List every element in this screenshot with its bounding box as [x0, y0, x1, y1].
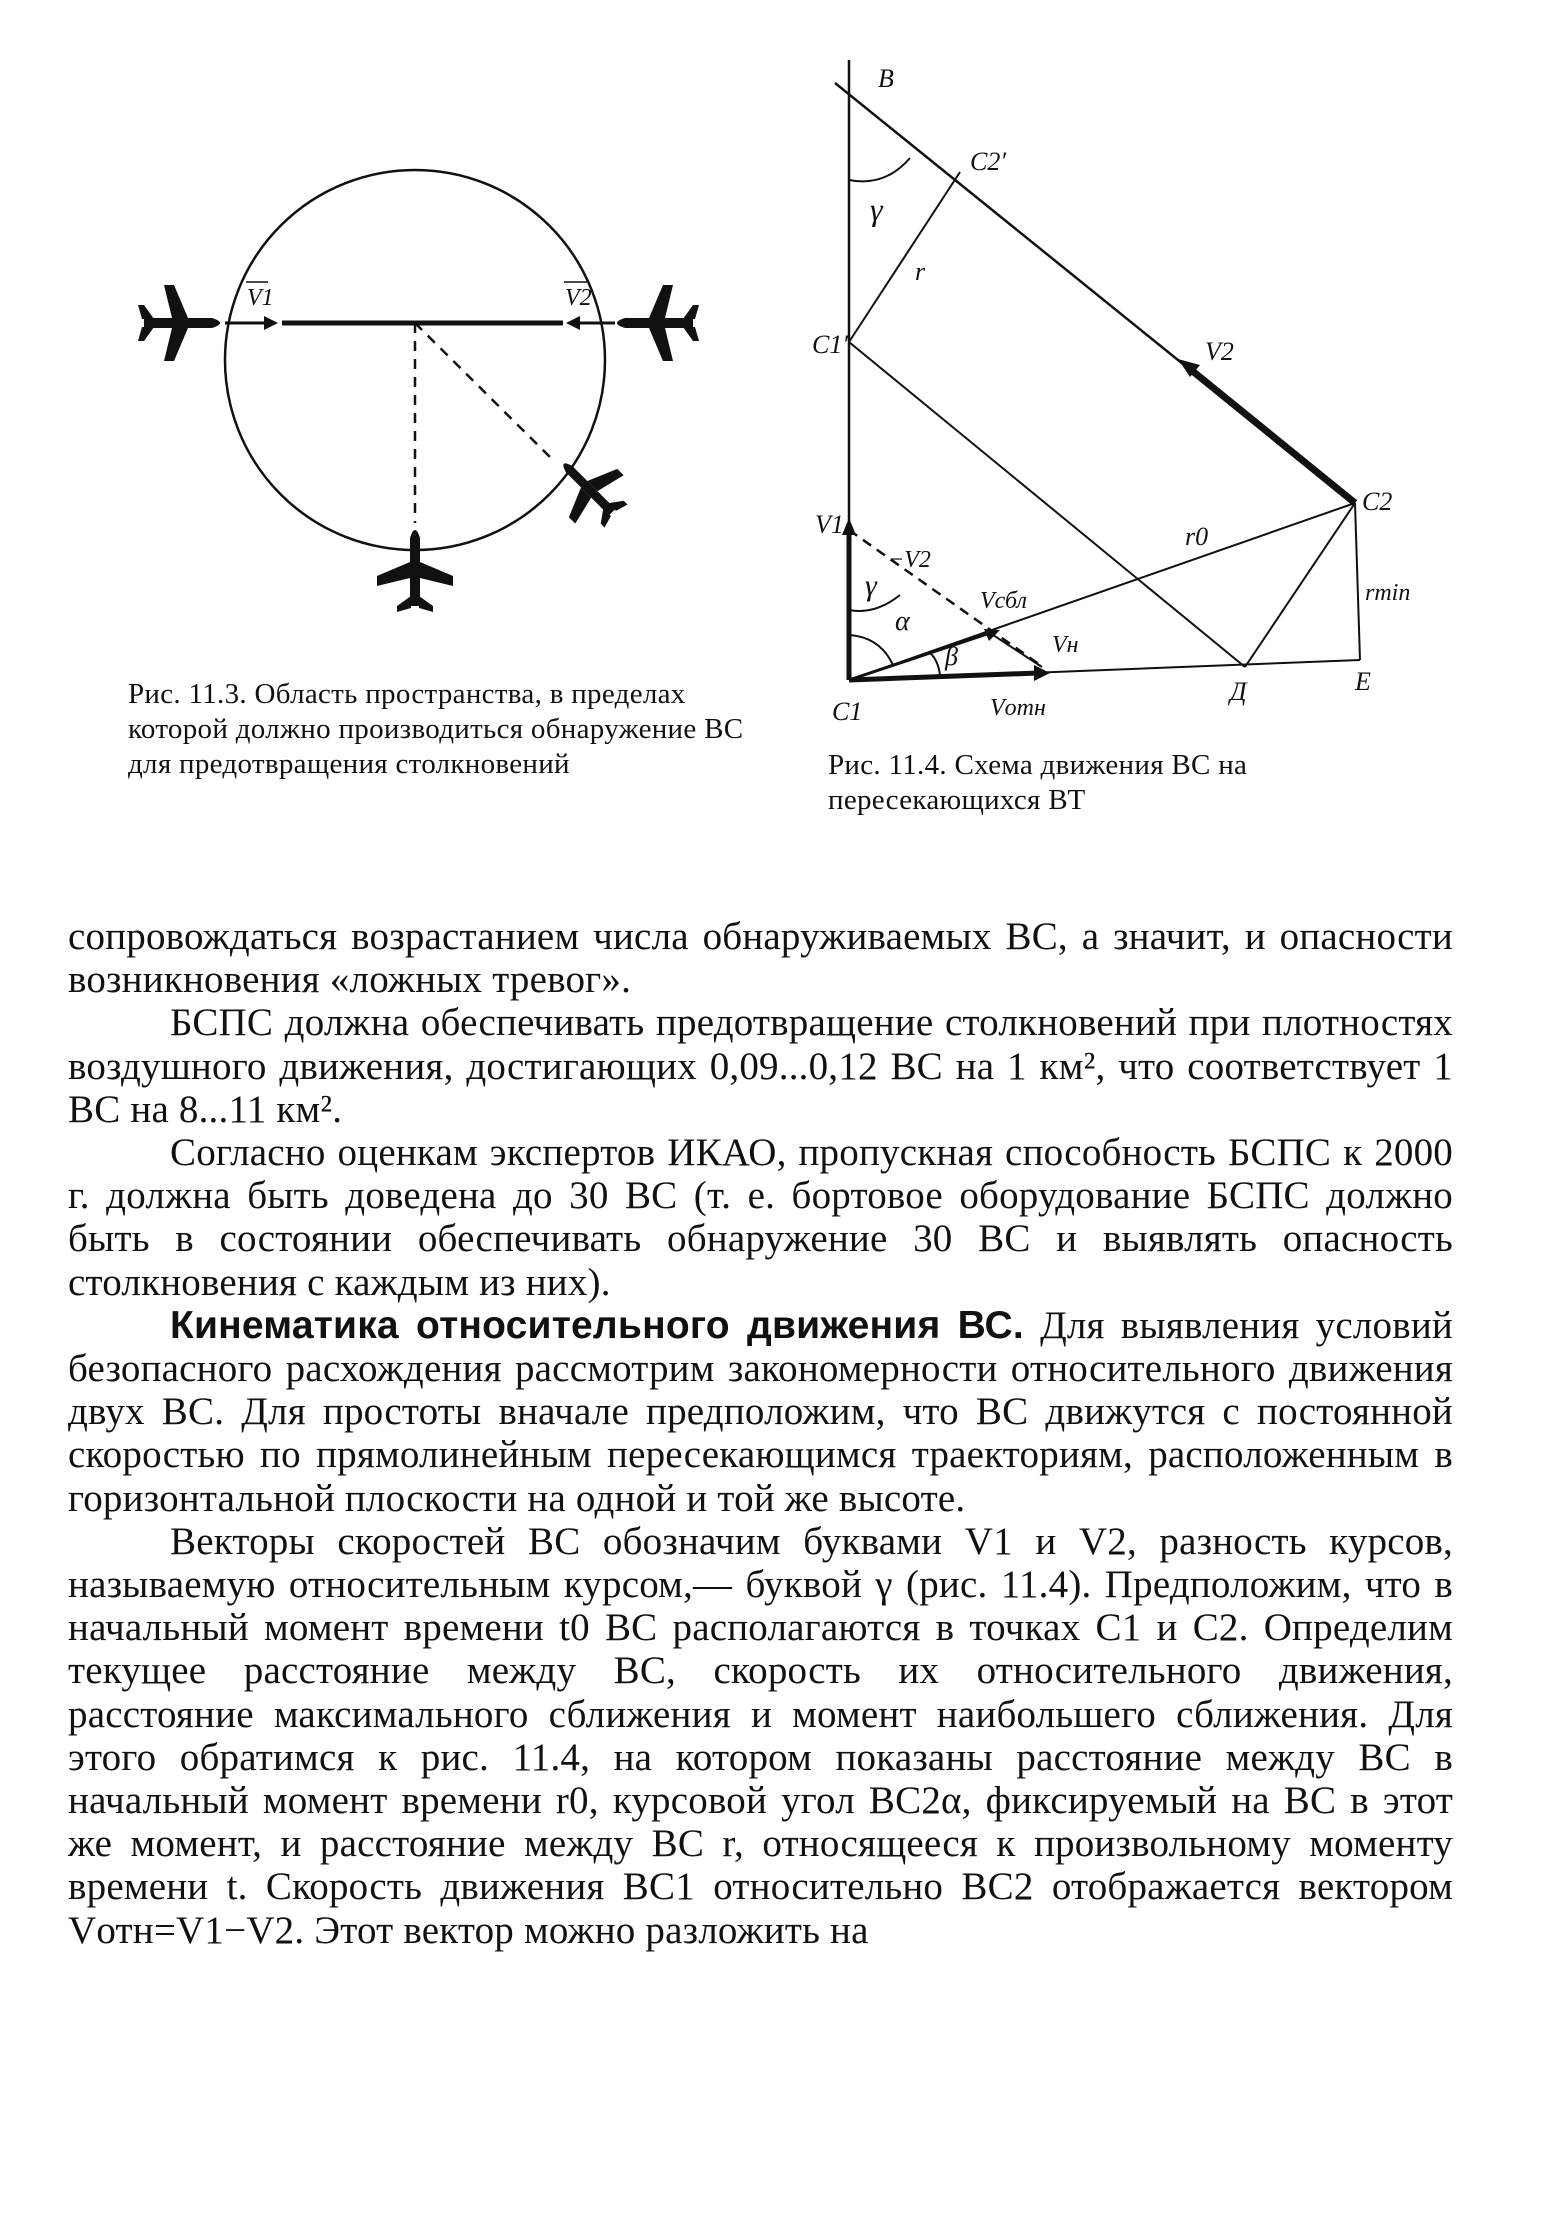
c2-e-rmin: [1355, 503, 1360, 660]
v2-arrowhead: [566, 316, 580, 330]
beta-arc: [930, 653, 940, 675]
label-rmin: rmin: [1365, 580, 1411, 606]
label-beta: β: [945, 642, 958, 671]
label-V1: V1: [815, 510, 844, 539]
label-C1prime: C1′: [812, 330, 849, 359]
paragraph-5: Векторы скоростей ВС обозначим буквами V1 и V2, разность курсов, называемую относительным курсом,— буквой γ (рис. 11.4). Предположим, что в начальный момент времени t0 ВС располагаются в точках C1 и C2. Определим текущее расстояние между ВС, скорость их относительного движения, расстояние максимального сближения и момент наибольшего сближения. Для этого обратимся к рис. 11.4, на котором показаны расстояние между ВС в начальный момент времени r0, курсовой угол ВС2α, фиксируемый на ВС в этот же момент, и расстояние между ВС r, относящееся к произвольному моменту времени t. Скорость движения ВС1 относительно ВС2 отображается вектором Vотн=V1−V2. Этот вектор можно разложить на: [68, 1519, 1453, 1952]
dashed-diagonal: [415, 323, 555, 462]
label-Vn: Vн: [1052, 632, 1079, 658]
alpha-arc: [849, 635, 893, 665]
c2-d: [1245, 503, 1355, 667]
label-E: Е: [1355, 667, 1371, 696]
figure-11-3: [110, 100, 750, 620]
c2prime-c1prime: [849, 172, 960, 342]
section-heading: Кинематика относительного движения ВС.: [170, 1303, 1024, 1347]
figure-11-4-caption: Рис. 11.4. Схема движения ВС на пересекающихся ВТ: [828, 749, 1248, 816]
label-B: B: [878, 64, 894, 93]
aircraft-left-icon: [138, 285, 220, 361]
paragraph-2: БСПС должна обеспечивать предотвращение столкновений при плотностях воздушного движения, достигающих 0,09...0,12 ВС на 1 км², что соответствует 1 ВС на 8...11 км².: [68, 1001, 1453, 1131]
label-C1: C1: [832, 697, 863, 726]
label-gamma-low: γ: [865, 569, 877, 602]
label-C2prime: C2′: [970, 147, 1007, 176]
paragraph-4-text: Для выявления условий безопасного расхождения рассмотрим закономерности относительного движения двух ВС. Для простоты вначале предположим, что ВС движутся с постоянной скоростью по прямолинейным пересекающимся траекториям, расположенным в горизонтальной плоскости на одной и той же высоте.: [68, 1303, 1453, 1520]
figure-11-3-caption: Рис. 11.3. Область пространства, в пределах которой должно производиться обнаружение ВС для предотвращения столкновений: [128, 678, 744, 780]
figure-11-4: [790, 55, 1430, 735]
label-Votn: Vотн: [990, 695, 1046, 721]
v2-label: V2: [565, 285, 592, 311]
body-text: [68, 915, 1453, 1952]
paragraph-4: [68, 1304, 1453, 1520]
paragraph-3: Согласно оценкам экспертов ИКАО, пропускная способность БСПС к 2000 г. должна быть доведена до 30 ВС (т. е. бортовое оборудование БСПС должно быть в состоянии обеспечивать обнаружение 30 ВС и выявлять опасность столкновения с каждым из них).: [68, 1131, 1453, 1304]
v2-vector: [1190, 369, 1355, 503]
v1-label: V1: [247, 285, 274, 311]
label-D: Д: [1230, 677, 1247, 706]
v1-arrowhead: [264, 316, 278, 330]
aircraft-right-icon: [617, 285, 699, 361]
gamma-arc-top: [849, 158, 910, 181]
label-minusV2: −V2: [888, 547, 931, 573]
paragraph-1: сопровождаться возрастанием числа обнаруживаемых ВС, а значит, и опасности возникновения «ложных тревог».: [68, 915, 1453, 1002]
label-r0: r0: [1185, 522, 1209, 551]
label-alpha: α: [895, 606, 910, 637]
votn-vector: [849, 673, 1038, 680]
label-gamma-top: γ: [870, 191, 883, 227]
label-Vsbl: Vсбл: [980, 588, 1027, 614]
label-C2: C2: [1362, 487, 1393, 516]
label-V2: V2: [1205, 337, 1234, 366]
votn-arrowhead: [1034, 665, 1050, 681]
vn-vector: [990, 633, 1042, 667]
label-r: r: [915, 257, 926, 286]
aircraft-bottom-icon: [377, 530, 453, 612]
